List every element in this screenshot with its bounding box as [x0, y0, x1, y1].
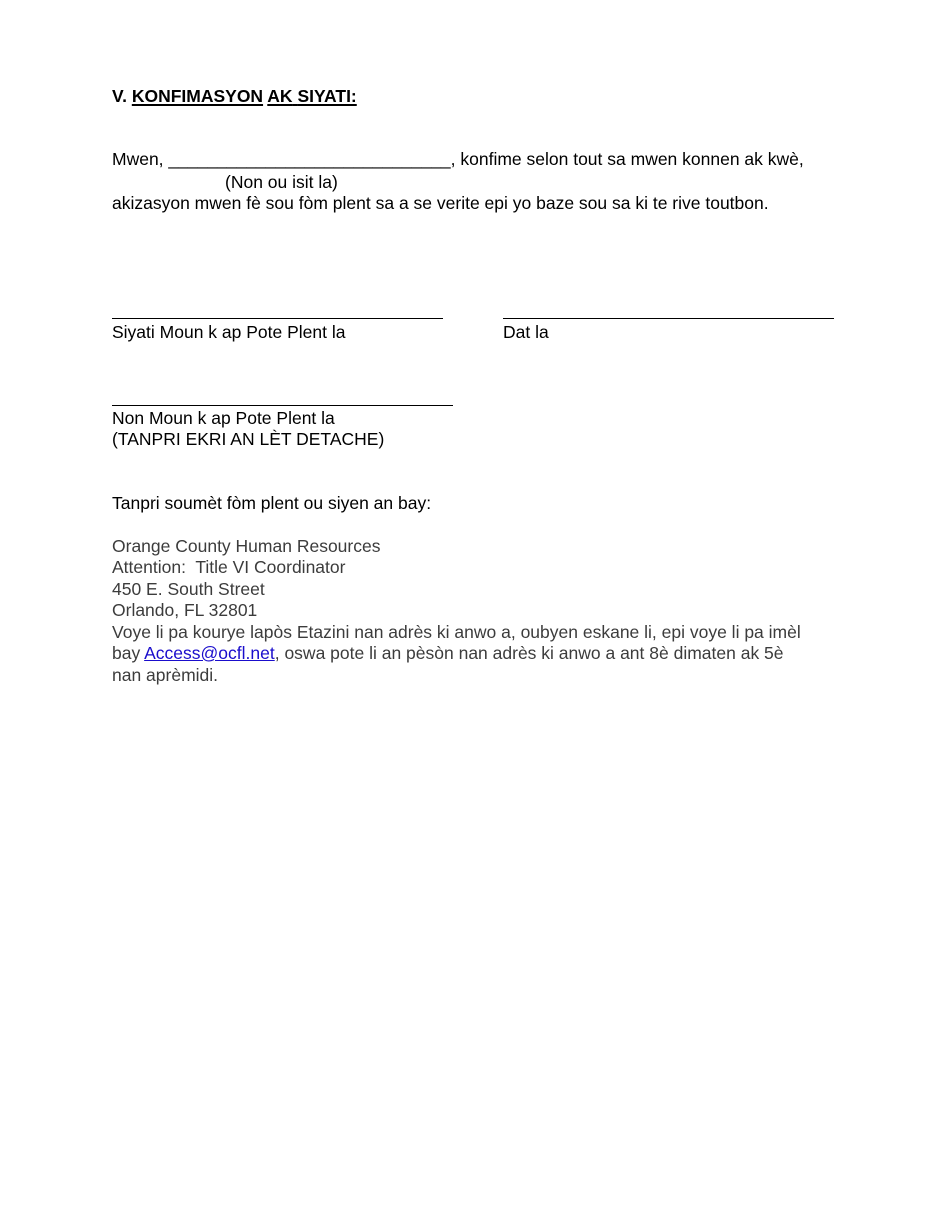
- submission-note-line1: Voye li pa kourye lapòs Etazini nan adrès ki anwo a, oubyen eskane li, epi voye li pa imèl: [112, 622, 801, 642]
- address-line: Orlando, FL 32801: [112, 600, 258, 620]
- section-heading: [112, 86, 357, 107]
- confirmation-end: , konfime selon tout sa mwen konnen ak kwè,: [450, 149, 804, 169]
- address-line: Attention: Title VI Coordinator: [112, 557, 346, 577]
- date-line: [503, 318, 834, 319]
- confirmation-line: [112, 149, 804, 170]
- confirmation-start: Mwen,: [112, 149, 169, 169]
- submission-instruction: Tanpri soumèt fòm plent ou siyen an bay:: [112, 493, 432, 513]
- submission-note-line2: bay Access@ocfl.net, oswa pote li an pèsòn nan adrès ki anwo a ant 8è dimaten ak 5è: [112, 643, 784, 663]
- name-label: Non Moun k ap Pote Plent la: [112, 408, 335, 428]
- address-line: Orange County Human Resources: [112, 536, 381, 556]
- name-print-hint: (TANPRI EKRI AN LÈT DETACHE): [112, 429, 385, 449]
- confirmation-continuation: akizasyon mwen fè sou fòm plent sa a se verite epi yo baze sou sa ki te rive toutbon.: [112, 193, 769, 213]
- section-word-ak-siyati: AK SIYATI:: [267, 86, 357, 106]
- name-blank: _____________________________: [168, 149, 451, 169]
- name-line: [112, 405, 453, 406]
- name-hint: (Non ou isit la): [225, 172, 338, 192]
- date-label: Dat la: [503, 322, 549, 342]
- address-line: 450 E. South Street: [112, 579, 265, 599]
- email-link[interactable]: Access@ocfl.net: [144, 643, 275, 663]
- submission-note-line3: nan aprèmidi.: [112, 665, 219, 685]
- signature-line: [112, 318, 443, 319]
- section-word-konfimasyon: KONFIMASYON: [131, 86, 264, 106]
- signature-label: Siyati Moun k ap Pote Plent la: [112, 322, 346, 342]
- section-prefix: V.: [112, 86, 127, 106]
